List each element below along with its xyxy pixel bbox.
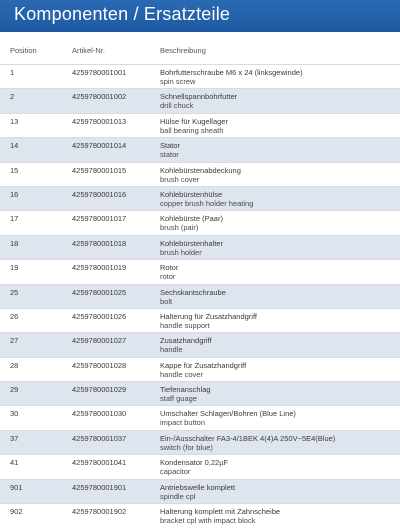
description-cell (160, 92, 237, 110)
description-cell (160, 507, 280, 525)
description-english: copper brush holder heating (160, 198, 254, 208)
position-cell: 901 (10, 482, 23, 492)
description-english: bracket cpl with impact block (160, 516, 256, 526)
table-row (0, 186, 400, 210)
table-row (0, 162, 400, 186)
article-number-cell: 4259780001902 (72, 507, 127, 517)
description-german: Ein-/Ausschalter FA3-4/1BEK 4(4)A 250V~5E4(Blue) (160, 433, 336, 443)
position-cell: 41 (10, 458, 19, 468)
description-english: switch (for blue) (160, 442, 213, 452)
article-number-cell: 4259780001025 (72, 287, 127, 297)
description-english: brush holder (160, 247, 202, 257)
table-row (0, 137, 400, 161)
description-german: Kohlebürstenhülse (160, 189, 223, 199)
description-german: Tiefenanschlag (160, 385, 211, 395)
description-english: brush cover (160, 174, 200, 184)
description-english: staff guage (160, 394, 197, 404)
description-cell (160, 312, 257, 330)
description-german: Kohlebürstenhalter (160, 238, 223, 248)
position-cell: 13 (10, 116, 19, 126)
description-german: Schnellspannbohrfutter (160, 92, 238, 102)
description-german: Kondensator 0,22µF (160, 458, 229, 468)
table-row (0, 235, 400, 259)
description-cell (160, 483, 235, 501)
description-german: Kohlebürste (Paar) (160, 214, 223, 224)
page-title: Komponenten / Ersatzteile (14, 4, 231, 24)
description-english: rotor (160, 272, 176, 282)
description-english: handle support (160, 320, 210, 330)
position-cell: 1 (10, 68, 15, 77)
description-english: ball bearing sheath (160, 125, 224, 135)
description-cell (160, 361, 246, 379)
description-cell (160, 288, 226, 306)
description-cell (160, 263, 178, 281)
description-cell (160, 141, 180, 159)
description-cell (160, 336, 212, 354)
description-cell (160, 68, 303, 86)
description-german: Umschalter Schlagen/Bohren (Blue Line) (160, 409, 296, 419)
table-row (0, 210, 400, 234)
article-number-cell: 4259780001030 (72, 409, 127, 419)
description-english: drill chuck (160, 101, 194, 111)
column-header-description: Beschreibung (160, 46, 206, 55)
position-cell: 28 (10, 360, 19, 370)
description-cell (160, 409, 296, 427)
table-row (0, 430, 400, 454)
description-german: Stator (160, 141, 181, 151)
column-header-article: Artikel-Nr. (72, 46, 105, 55)
description-german: Halterung für Zusatzhandgriff (160, 311, 257, 321)
table-row (0, 113, 400, 137)
description-english: handle (160, 345, 183, 355)
description-cell (160, 214, 223, 232)
table-row (0, 332, 400, 356)
article-number-cell: 4259780001037 (72, 433, 127, 443)
description-cell (160, 434, 335, 452)
description-english: stator (160, 150, 179, 160)
article-number-cell: 4259780001014 (72, 141, 127, 151)
table-row (0, 308, 400, 332)
description-german: Halterung komplett mit Zahnscheibe (160, 507, 281, 517)
parts-table (0, 64, 400, 527)
description-english: capacitor (160, 467, 191, 477)
position-cell: 902 (10, 507, 23, 517)
position-cell: 19 (10, 263, 19, 273)
table-row (0, 503, 400, 527)
position-cell: 26 (10, 311, 19, 321)
table-row (0, 284, 400, 308)
description-english: bolt (160, 296, 173, 306)
article-number-cell: 4259780001027 (72, 336, 127, 346)
article-number-cell: 4259780001901 (72, 482, 127, 492)
article-number-cell: 4259780001018 (72, 238, 127, 248)
description-english: brush (pair) (160, 223, 199, 233)
position-cell: 14 (10, 141, 19, 151)
article-number-cell: 4259780001002 (72, 92, 127, 102)
article-number-cell: 4259780001029 (72, 385, 127, 395)
description-cell (160, 190, 253, 208)
article-number-cell: 4259780001041 (72, 458, 127, 468)
description-english: spin screw (160, 77, 196, 86)
table-row (0, 479, 400, 503)
description-cell (160, 117, 228, 135)
position-cell: 16 (10, 189, 19, 199)
position-cell: 18 (10, 238, 19, 248)
table-row (0, 405, 400, 429)
article-number-cell: 4259780001016 (72, 189, 127, 199)
page-header (0, 0, 400, 32)
article-number-cell: 4259780001019 (72, 263, 127, 273)
description-german: Kappe für Zusatzhandgriff (160, 360, 247, 370)
table-row (0, 357, 400, 381)
position-cell: 37 (10, 433, 19, 443)
article-number-cell: 4259780001028 (72, 360, 127, 370)
table-row (0, 259, 400, 283)
table-row (0, 64, 400, 88)
description-german: Kohlebürstenabdeckung (160, 165, 241, 175)
article-number-cell: 4259780001013 (72, 116, 127, 126)
position-cell: 17 (10, 214, 19, 224)
table-row (0, 381, 400, 405)
column-header-position: Position (10, 46, 37, 55)
description-cell (160, 458, 228, 476)
position-cell: 29 (10, 385, 19, 395)
position-cell: 2 (10, 92, 15, 102)
position-cell: 30 (10, 409, 19, 419)
article-number-cell: 4259780001026 (72, 311, 127, 321)
description-german: Hülse für Kugellager (160, 116, 228, 126)
description-cell (160, 239, 223, 257)
description-german: Zusatzhandgriff (160, 336, 212, 346)
description-german: Antriebswelle komplett (160, 482, 236, 492)
position-cell: 25 (10, 287, 19, 297)
table-row (0, 88, 400, 112)
description-english: handle cover (160, 369, 203, 379)
article-number-cell: 4259780001017 (72, 214, 127, 224)
description-cell (160, 385, 211, 403)
description-english: spindle cpl (160, 491, 196, 501)
position-cell: 27 (10, 336, 19, 346)
description-cell (160, 166, 241, 184)
position-cell: 15 (10, 165, 19, 175)
table-row (0, 454, 400, 478)
description-german: Bohrfutterschraube M6 x 24 (linksgewinde) (160, 68, 303, 77)
description-german: Sechskantschraube (160, 287, 226, 297)
article-number-cell: 4259780001001 (72, 68, 127, 77)
description-english: impact button (160, 418, 206, 428)
article-number-cell: 4259780001015 (72, 165, 127, 175)
description-german: Rotor (160, 263, 179, 273)
